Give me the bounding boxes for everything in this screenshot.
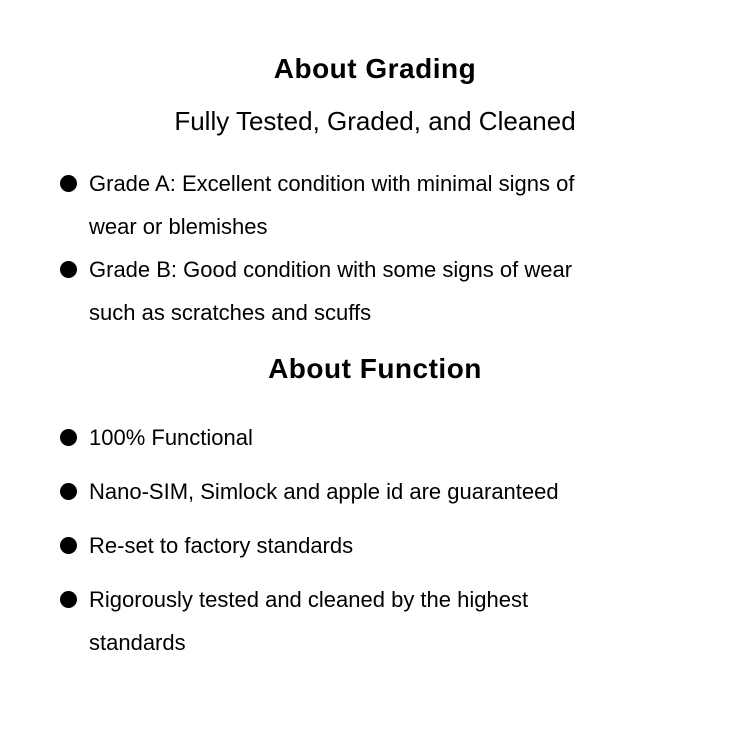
list-item-text [89, 162, 574, 248]
list-item-text [89, 248, 572, 334]
list-item [60, 416, 710, 459]
list-item-line: Rigorously tested and cleaned by the highest [89, 587, 529, 612]
list-item-text [89, 578, 528, 664]
list-item [60, 578, 710, 664]
bullet-icon [60, 429, 77, 446]
list-item-text [89, 416, 253, 459]
function-list [0, 416, 750, 664]
list-item [60, 248, 710, 334]
list-item [60, 470, 710, 513]
bullet-icon [60, 483, 77, 500]
list-item-line: wear or blemishes [89, 214, 268, 239]
bullet-icon [60, 261, 77, 278]
grading-list [0, 162, 750, 334]
list-item-text [89, 524, 353, 567]
list-item-line: Grade A: Excellent condition with minimal signs of [89, 171, 575, 196]
list-item-text [89, 470, 559, 513]
list-item-line: Grade B: Good condition with some signs of wear [89, 257, 573, 282]
bullet-icon [60, 591, 77, 608]
list-item [60, 524, 710, 567]
list-item-line: standards [89, 630, 186, 655]
list-item-line: 100% Functional [89, 425, 253, 450]
list-item-line: Re-set to factory standards [89, 533, 354, 558]
bullet-icon [60, 537, 77, 554]
grading-subtitle: Fully Tested, Graded, and Cleaned [174, 106, 576, 136]
list-item-line: such as scratches and scuffs [89, 300, 372, 325]
bullet-icon [60, 175, 77, 192]
function-section-title: About Function [268, 353, 482, 384]
list-item-line: Nano-SIM, Simlock and apple id are guaranteed [89, 479, 559, 504]
list-item [60, 162, 710, 248]
grading-section-title: About Grading [273, 53, 477, 84]
